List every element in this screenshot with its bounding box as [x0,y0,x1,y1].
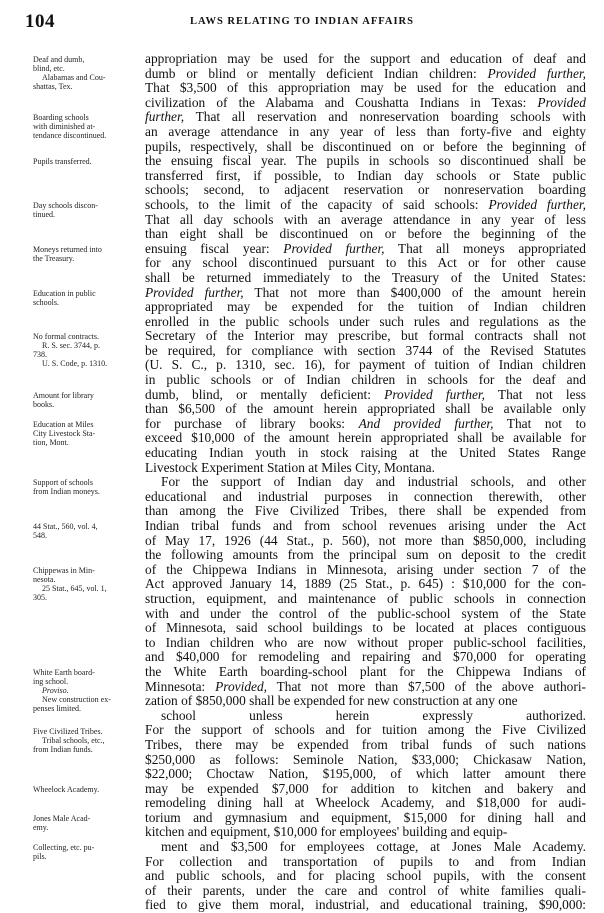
margin-note [33,289,137,307]
body-line: ensuing fiscal year: Provided further, That all moneys appropriated [145,241,586,256]
body-line: struction, equipment, and maintenance of public schools in connection [145,591,586,606]
body-line: appropriated may be expended for the tuition of Indian children [145,300,586,315]
margin-note-line: U. S. Code, p. 1310. [42,359,108,369]
body-line: in public schools or of Indian children in schools for the deaf and [145,373,586,388]
body-line: That $3,500 of this appropriation may be used for the education and [145,81,586,96]
running-title: LAWS RELATING TO INDIAN AFFAIRS [190,16,414,27]
body-line: schools, to the limit of the capacity of said schools: Provided further, [145,197,586,212]
margin-note-line: Education at Miles [33,420,94,429]
body-line: educating Indian youth in stock raising at the United States Range [145,446,586,461]
body-line: (U. S. C., p. 1310, sec. 16), for payment of tuition of Indian children [145,358,586,373]
margin-note-line: Boarding schools [33,113,89,123]
margin-note-line: from Indian moneys. [33,487,100,497]
margin-note-line: Support of schools [33,478,93,488]
body-line: the White Earth boarding-school plant for the Chippewa Indians of [145,664,586,679]
body-line: For the support of Indian day and industrial schools, and other [161,475,586,490]
margin-note-line: books. [33,399,55,409]
margin-note-line: No formal contracts. [33,332,99,342]
margin-note [33,157,137,166]
margin-note-line: Proviso. [42,686,69,696]
margin-note-line: tinued. [33,210,55,219]
margin-note [33,113,137,140]
body-line: for purchase of library books: And provided further, That not to [145,416,586,431]
margin-note [33,332,137,368]
body-line: $250,000 as follows: Seminole Nation, $33,000; Chickasaw Nation, [145,752,586,767]
body-line: remodeling dining hall at Wheelock Academy, and $18,000 for audi- [145,796,586,811]
body-line: of their parents, under the care and control of white families quali- [145,883,586,898]
body-line: dumb, blind, or mentally deficient: Provided further, That not less [145,387,586,402]
body-line: with and under the control of the public-school system of the State [145,606,586,621]
body-line: torium and gymnasium and equipment, $15,000 for dining hall and [145,810,586,825]
margin-note-line: 305. [33,593,47,602]
running-header [0,11,604,33]
margin-note-line: with diminished at- [33,122,96,132]
margin-note-line: from Indian funds. [33,744,93,754]
body-line: exceed $10,000 of the amount herein appropriated shall be available for [145,431,586,446]
margin-note-line: ing school. [33,677,69,687]
body-line: shall be returned immediately to the Treasury of the United States: [145,270,586,285]
body-line: than $6,500 of the amount herein appropriated shall be available only [145,402,586,417]
margin-note-line: Pupils transferred. [33,157,92,167]
body-line: school unless herein expressly authorized. [161,708,586,723]
body-line: than among the Five Civilized Tribes, there shall be expended from [145,504,586,519]
margin-note-line: Alabamas and Cou- [42,73,106,82]
body-line: be required, for compliance with section 3744 of the Revised Statutes [145,343,586,358]
margin-note-line: White Earth board- [33,668,95,678]
margin-note [33,668,137,713]
body-line: educational and industrial purposes in connection therewith, other [145,489,586,504]
body-line: of Minnesota, said school buildings to be located at places contiguous [145,621,586,636]
body-line: Livestock Experiment Station at Miles City, Montana. [145,460,435,475]
margin-note-line: 738. [33,350,47,360]
margin-note-line: Jones Male Acad- [33,814,91,824]
body-line: Provided further, That not more than $400,000 of the amount herein [145,285,586,300]
body-line: than eight shall be discontinued on or before the beginning of the [145,227,586,242]
body-line: appropriation may be used for the support and education of deaf and [145,52,586,66]
body-line: Minnesota: Provided, That not more than $7,500 of the above authori- [145,679,586,694]
margin-note [33,785,137,794]
margin-note [33,478,137,496]
margin-note [33,420,137,447]
page-number: 104 [25,11,55,32]
margin-note-line: tendance discontinued. [33,131,107,141]
body-line: further, That all reservation and nonreservation boarding schools with [145,110,586,125]
margin-note-line: Day schools discon- [33,201,98,210]
margin-note-line: Five Civilized Tribes. [33,726,103,736]
body-line: of May 17, 1926 (44 Stat., p. 560), not more than $850,000, including [145,533,586,548]
margin-note [33,55,137,91]
body-line: Secretary of the Interior may prescribe, but formal contracts shall not [145,329,586,344]
margin-note-line: Chippewas in Min- [33,566,95,575]
body-text [145,52,586,913]
margin-note-line: the Treasury. [33,253,75,263]
margin-note-line: Amount for library [33,390,94,400]
body-line: kitchen and equipment, $10,000 for employees' building and equip- [145,825,508,840]
margin-note-line: nesota. [33,575,56,584]
body-line: civilization of the Alabama and Coushatta Indians in Texas: Provided [145,95,586,110]
margin-note [33,727,137,754]
margin-note-line: pils. [33,852,47,862]
margin-note [33,391,137,409]
margin-note-line: R. S. sec. 3744, p. [42,341,100,351]
body-line: zation of $850,000 shall be expended for new construction at any one [145,694,518,709]
margin-note [33,201,137,219]
body-line: ment and $3,500 for employees cottage, at Jones Male Academy. [161,840,586,855]
margin-note [33,566,137,602]
body-line: for any school discontinued pursuant to this Act or for other cause [145,256,586,271]
margin-note-line: penses limited. [33,704,81,714]
body-line: to Indian children who are now without proper public-school facilities, [145,635,586,650]
body-line: Tribes, there may be expended from tribal funds of such nations [145,737,586,752]
margin-note [33,245,137,263]
body-line: may be expended $7,000 for addition to kitchen and bakery and [145,781,586,796]
body-line: enrolled in the public schools under such rules and regulations as the [145,314,586,329]
body-line: schools; second, to adjacent reservation or nonreservation boarding [145,183,586,198]
margin-note-line: Tribal schools, etc., [42,735,105,745]
margin-note [33,843,137,861]
body-line: and $40,000 for remodeling and repairing and $70,000 for operating [145,650,586,665]
margin-note-line: Moneys returned into [33,244,102,254]
body-line: Act approved January 14, 1889 (25 Stat., p. 645) : $10,000 for the con- [145,577,586,592]
margin-note-line: 548. [33,531,47,541]
body-line: fied to give them moral, industrial, and educational training, $90,000: [145,898,586,913]
body-line: the ensuing fiscal year. The pupils in schools so discontinued shall be [145,154,586,169]
margin-note-line: blind, etc. [33,64,65,73]
body-line: dumb or blind or mentally deficient Indian children: Provided further, [145,66,586,81]
margin-note-line: emy. [33,823,49,833]
body-line: $22,000; Choctaw Nation, $195,000, of which latter amount there [145,767,586,782]
margin-note-line: City Livestock Sta- [33,429,96,438]
body-line: That all day schools with an average attendance in any year of less [145,212,586,227]
margin-note-line: 25 Stat., 645, vol. 1, [42,584,107,593]
body-line: Indian tribal funds and from school revenues arising under the Act [145,519,586,533]
margin-note-line: tion, Mont. [33,438,69,447]
margin-note-line: New construction ex- [42,695,111,705]
body-line: the following amounts from the principal sum on deposit to the credit [145,548,586,563]
body-line: and public schools, and for placing school pupils, with the consent [145,869,586,884]
margin-note-line: Education in public [33,288,96,298]
margin-note-line: Deaf and dumb, [33,55,85,64]
margin-note-line: Collecting, etc. pu- [33,843,95,853]
margin-note-line: 44 Stat., 560, vol. 4, [33,522,98,532]
body-line: For the support of schools and for tuition among the Five Civilized [145,723,586,738]
body-line: pupils, respectively, shall be discontinued on or before the beginning of [145,139,586,154]
margin-note-line: shattas, Tex. [33,82,73,91]
body-line: of the Chippewa Indians in Minnesota, arising under section 7 of the [145,562,586,577]
margin-note-line: schools. [33,297,59,307]
margin-note-line: Wheelock Academy. [33,785,100,794]
margin-note [33,522,137,540]
margin-note [33,814,137,832]
body-line: For collection and transportation of pupils to and from Indian [145,854,586,869]
body-line: transferred first, if possible, to Indian day schools or State public [145,168,586,183]
body-line: an average attendance in any year of less than forty-five and eighty [145,124,586,139]
